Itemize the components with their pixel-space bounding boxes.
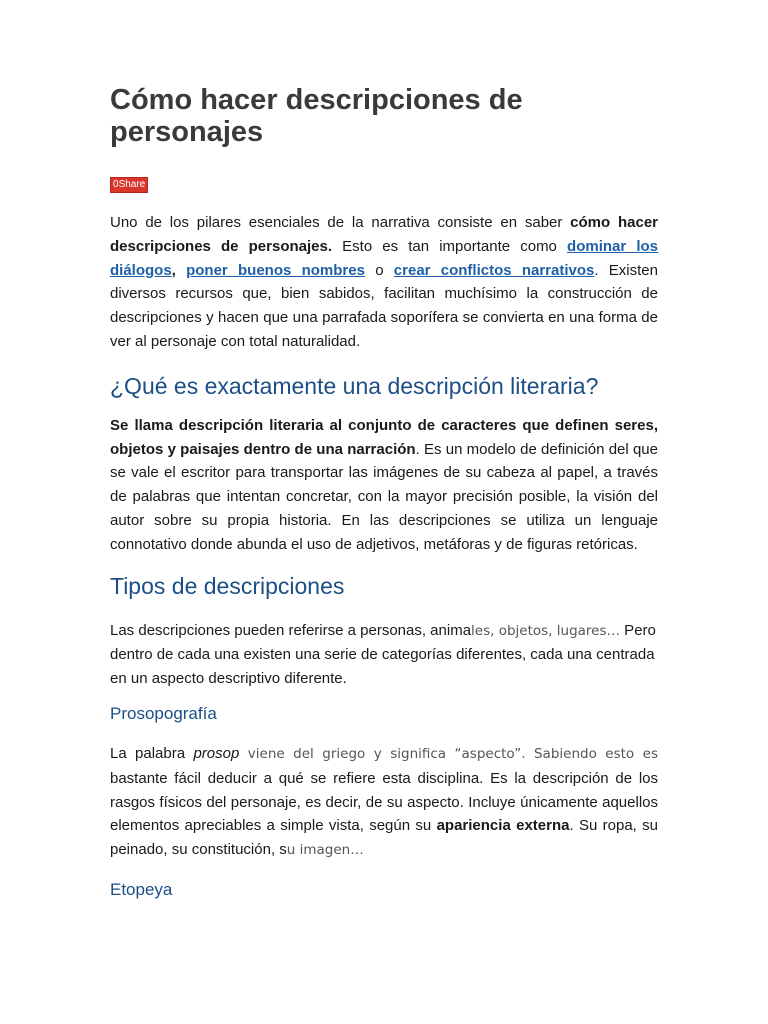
link-dominar-dialogos[interactable]: dominar los diálogos — [110, 237, 659, 279]
intro-text-4: o — [364, 261, 394, 279]
share-button[interactable] — [110, 177, 148, 193]
tipos-text-1: Las descripciones pueden referirse a personas, anima — [110, 621, 472, 639]
intro-text-2: Esto es tan importante como — [332, 237, 568, 255]
intro-paragraph — [110, 211, 658, 354]
share-row — [110, 174, 658, 190]
share-count: 0 — [113, 179, 119, 190]
link-poner-nombres[interactable]: poner buenos nombres — [186, 261, 365, 279]
section-heading-tipos: Tipos de descripciones — [110, 572, 345, 599]
definition-paragraph — [110, 414, 658, 557]
article-body — [110, 84, 658, 901]
prosop-italic: prosop — [193, 744, 240, 762]
prosop-gray-1: viene del griego y significa “aspecto”. Sabiendo esto es — [239, 745, 659, 762]
intro-bold-1: cómo hacer descripciones de personajes. — [110, 214, 659, 255]
prosop-text-2: bastante fácil deducir a qué se refiere esta disciplina. Es la descripción de los rasgos físicos del personaje, es decir, de su aspecto. Incluye únicamente aquellos elementos apreciables a simple vista, según su — [110, 769, 658, 835]
intro-comma: , — [171, 261, 187, 279]
subheading-prosopografia: Prosopografía — [110, 703, 217, 723]
link-crear-conflictos[interactable]: crear conflictos narrativos — [393, 261, 595, 279]
prosop-bold: apariencia externa — [436, 817, 570, 835]
prosopografia-paragraph — [110, 742, 658, 863]
definition-bold: Se llama descripción literaria al conjunto de caracteres que definen seres, objetos y paisajes dentro de una narración — [110, 416, 658, 458]
tipos-paragraph — [110, 619, 658, 691]
tipos-gray-text: les, objetos, lugares… — [471, 622, 621, 639]
share-label: Share — [118, 179, 146, 190]
prosop-gray-2: u imagen… — [286, 842, 364, 859]
prosop-text-1: La palabra — [110, 744, 194, 762]
tipos-text-2: Pero dentro de cada una existen una serie de categorías diferentes, cada una centrada en un aspecto descriptivo diferente. — [110, 621, 656, 688]
intro-text-1: Uno de los pilares esenciales de la narrativa consiste en saber — [110, 214, 571, 231]
section-heading-descripcion-literaria: ¿Qué es exactamente una descripción literaria? — [110, 372, 599, 399]
definition-text: . Es un modelo de definición del que se vale el escritor para transportar las imágenes de su cabeza al papel, a través de palabras que intentan concretar, con la mayor precisión posible, la visión del autor sobre su propia historia. En las descripciones se utiliza un lenguaje connotativo donde abunda el uso de adjetivos, metáforas y de figuras retóricas. — [110, 440, 658, 553]
subheading-etopeya: Etopeya — [110, 879, 173, 899]
intro-text-5: . Existen diversos recursos que, bien sabidos, facilitan muchísimo la construcción de descripciones y hacen que una parrafada soporífera se convierta en una forma de ver al personaje con total naturalidad. — [110, 261, 658, 350]
page-title: Cómo hacer descripciones de personajes — [110, 84, 523, 148]
prosop-text-3: . Su ropa, su peinado, su constitución, s — [110, 817, 658, 859]
